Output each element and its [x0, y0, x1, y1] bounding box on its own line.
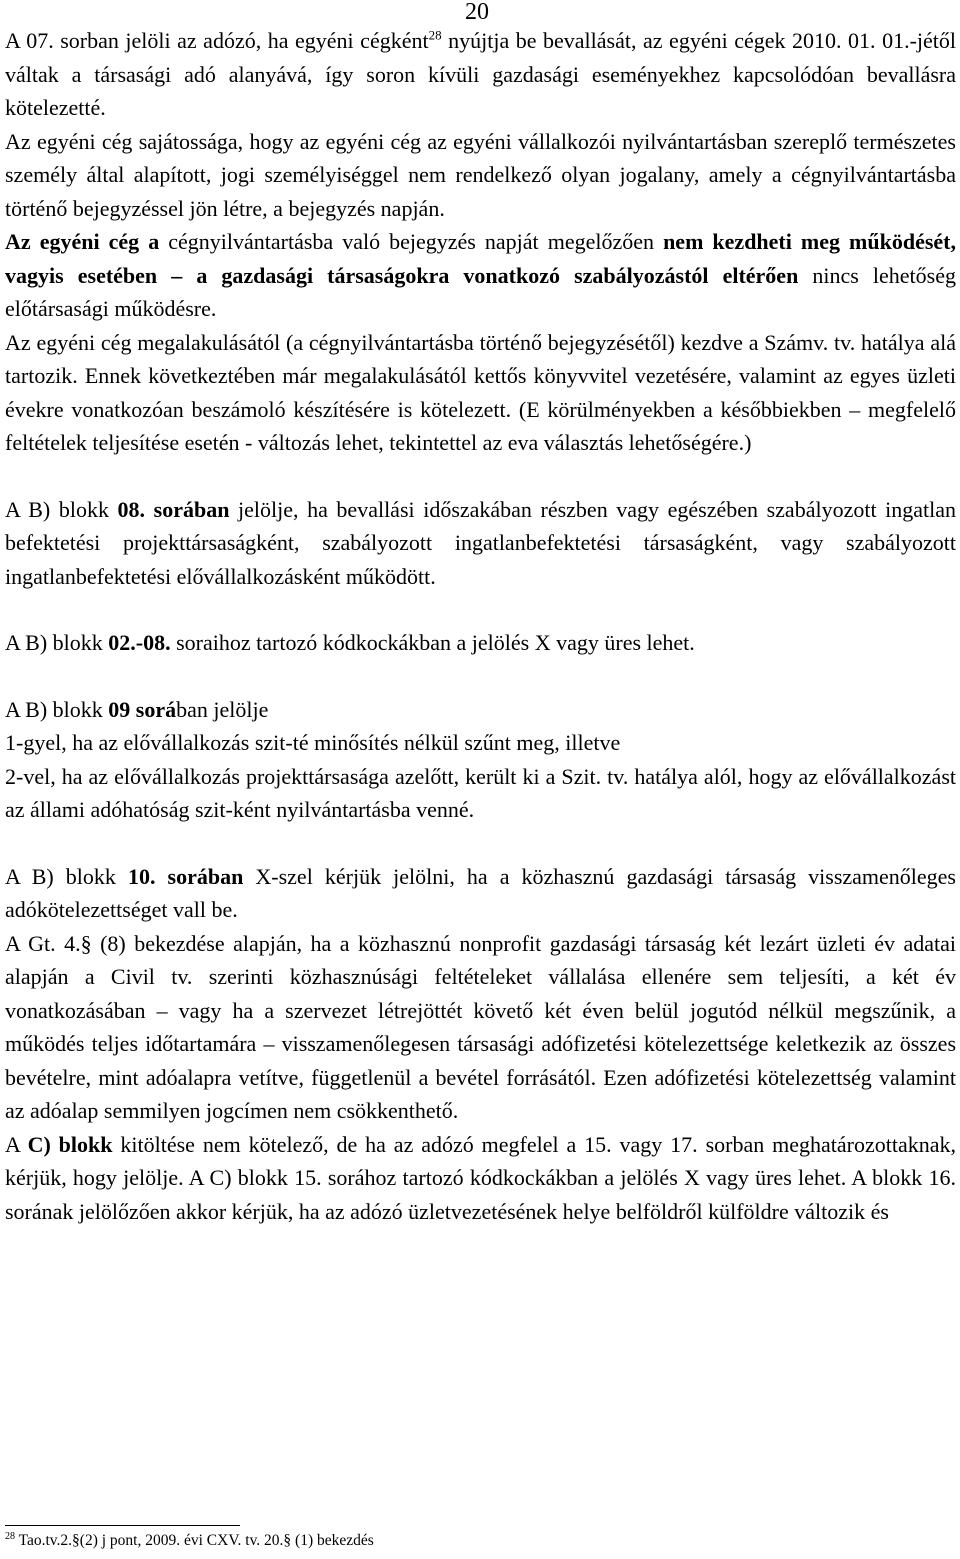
footnote-text: Tao.tv.2.§(2) j pont, 2009. évi CXV. tv. 20.§ (1) bekezdés	[15, 1532, 374, 1549]
footnote-reference[interactable]: 28	[428, 27, 442, 43]
paragraph-szamv-tv: Az egyéni cég megalakulásától (a cégnyilvántartásba történő bejegyzésétől) kezdve a Számv. tv. hatálya alá tartozik. Ennek következtében már megalakulásától kettős könyvvitel vezetésére, valamint az egyes üzleti évekre vonatkozóan beszámoló készítésére is kötelezett. (E körülményekben a későbbiekben – megfelelő feltételek teljesítése esetén - változás lehet, tekintettel az eva választás lehetőségére.)	[5, 329, 956, 455]
paragraph-b-blokk-09: A B) blokk 09 sorában jelölje	[5, 696, 269, 722]
paragraph-b-blokk-10: A B) blokk 10. sorában X-szel kérjük jelölni, ha a közhasznú gazdasági társaság visszamenőleges adókötelezettséget vall be.	[5, 863, 956, 922]
paragraph-a07: A 07. sorban jelöli az adózó, ha egyéni cégként$^{28}$ nyújtja be bevallását, az egyéni cégek 2010. 01. 01.-jétől váltak a társasági adó alanyává, így soron kívüli gazdasági eseményekhez kapcsolódóan bevallásra kötelezetté.	[5, 27, 956, 120]
document-body	[5, 24, 956, 1228]
paragraph-spacer	[5, 593, 956, 626]
footnote	[5, 1531, 374, 1551]
footnote-number: 28	[5, 1530, 15, 1542]
paragraph-egyeni-ceg-mukodes: Az egyéni cég a cégnyilvántartásba való bejegyzés napját megelőzően nem kezdheti meg működését, vagyis esetében – a gazdasági társaságokra vonatkozó szabályozástól eltérően nincs lehetőség előtársasági működésre.	[5, 229, 957, 321]
paragraph-spacer	[5, 827, 956, 860]
paragraph-b-blokk-09-option-2: 2-vel, ha az elővállalkozás projekttársasága azelőtt, került ki a Szit. tv. hatálya alól, hogy az elővállalkozást az állami adóhatóság szit-ként nyilvántartásba venné.	[5, 763, 956, 822]
paragraph-b-blokk-02-08: A B) blokk 02.-08. soraihoz tartozó kódkockákban a jelölés X vagy üres lehet.	[5, 630, 695, 655]
paragraph-spacer	[5, 660, 956, 693]
paragraph-b-blokk-09-option-1: 1-gyel, ha az elővállalkozás szit-té minősítés nélkül szűnt meg, illetve	[5, 730, 621, 755]
paragraph-gt-4: A Gt. 4.§ (8) bekezdése alapján, ha a közhasznú nonprofit gazdasági társaság két lezárt üzleti év adatai alapján a Civil tv. szerinti közhasznúsági feltételeket vállalása ellenére sem teljesíti, a két év vonatkozásában – vagy ha a szervezet létrejöttét követő két éven belül jogutód nélkül megszűnik, a működés teljes időtartamára – visszamenőlegesen társasági adófizetési kötelezettsége keletkezik az összes bevételre, mint adóalapra vetítve, függetlenül a bevétel forrásától. Ezen adófizetési kötelezettség valamint az adóalap semmilyen jogcímen nem csökkenthető.	[5, 930, 956, 1123]
paragraph-b-blokk-08: A B) blokk 08. sorában jelölje, ha bevallási időszakában részben vagy egészében szabályozott ingatlan befektetési projekttársaságként, szabályozott ingatlanbefektetési társaságként, vagy szabályozott ingatlanbefektetési elővállalkozásként működött.	[5, 496, 957, 589]
paragraph-egyeni-ceg-sajatossaga: Az egyéni cég sajátossága, hogy az egyéni cég az egyéni vállalkozói nyilvántartásban szereplő természetes személy által alapított, jogi személyiséggel nem rendelkező olyan jogalany, amely a cégnyilvántartásba történő bejegyzéssel jön létre, a bejegyzés napján.	[5, 128, 956, 221]
paragraph-c-blokk: A C) blokk kitöltése nem kötelező, de ha az adózó megfelel a 15. vagy 17. sorban meghatározottaknak, kérjük, hogy jelölje. A C) blokk 15. sorához tartozó kódkockákban a jelölés X vagy üres lehet. A blokk 16. sorának jelölőzően akkor kérjük, ha az adózó üzletvezetésének helye belföldről külföldre változik és	[5, 1131, 956, 1224]
footnote-divider	[5, 1525, 240, 1526]
page-number: 20	[465, 0, 489, 25]
paragraph-spacer	[5, 460, 956, 493]
